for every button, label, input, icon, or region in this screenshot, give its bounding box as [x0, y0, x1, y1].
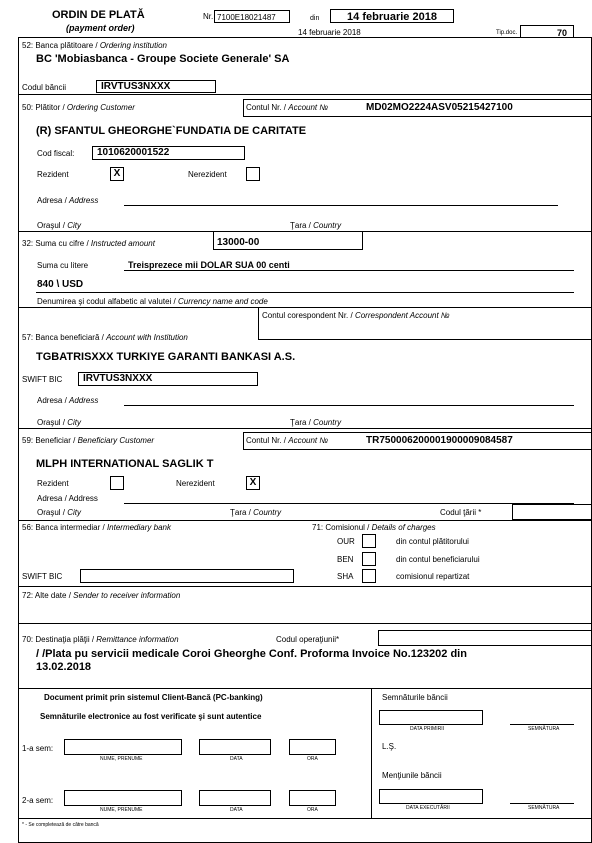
- country-code-field: [512, 504, 592, 520]
- divider: [18, 520, 592, 521]
- sem2-hour-field[interactable]: [289, 790, 336, 806]
- intermediary-swift-label: SWIFT BIC: [22, 572, 63, 581]
- doc-received-text: Document primit prin sistemul Client-Bancă (PC-banking): [44, 693, 263, 702]
- ls-label: L.Ş.: [382, 742, 397, 751]
- divider: [18, 94, 592, 95]
- remittance-line-2: 13.02.2018: [36, 661, 92, 673]
- footnote: * - Se completează de către bancă: [22, 822, 99, 828]
- ben-nonresident-label: Nerezident: [176, 479, 215, 488]
- charge-ben-label: BEN: [337, 555, 354, 564]
- amount-words-line: [124, 270, 574, 271]
- fiscal-code-field: 1010620001522: [92, 146, 245, 160]
- bank-signature-line-2: [510, 803, 574, 804]
- bank-signatures-label: Semnăturile băncii: [382, 693, 448, 702]
- bb-address-label: Adresa / Address: [37, 396, 99, 405]
- ben-resident-checkbox[interactable]: [110, 476, 124, 490]
- ordering-account-label: Contul Nr. / Account №: [246, 103, 329, 112]
- execution-date-caption: DATA EXECUTĂRII: [406, 805, 450, 811]
- charge-ben-text: din contul beneficiarului: [396, 555, 480, 564]
- ben-city-label: Oraşul / City: [37, 508, 82, 517]
- other-info-label: 72: Alte date / Sender to receiver information: [22, 591, 181, 600]
- ben-address-line: [124, 503, 574, 504]
- divider: [18, 586, 592, 587]
- correspondent-label: Contul corespondent Nr. / Correspondent Account №: [262, 311, 450, 320]
- ordering-customer-label: 50: Plătitor / Ordering Customer: [22, 103, 135, 112]
- nonresident-checkbox[interactable]: [246, 167, 260, 181]
- fiscal-code-label: Cod fiscal:: [37, 149, 75, 158]
- country-code-label: Codul ţării *: [440, 508, 482, 517]
- ben-address-label: Adresa / Address: [37, 494, 98, 503]
- sem1-date-caption: DATA: [230, 756, 243, 762]
- ordering-institution-name: BC 'Mobiasbanca - Groupe Societe Generale' SA: [36, 53, 290, 65]
- ben-nonresident-checkbox[interactable]: X: [246, 476, 260, 490]
- swift-field: IRVTUS3NXXX: [78, 372, 258, 386]
- bb-city-label: Oraşul / City: [37, 418, 82, 427]
- signatures-verified-text: Semnăturile electronice au fost verificate şi sunt autentice: [40, 712, 262, 721]
- beneficiary-bank-name: TGBATRISXXX TURKIYE GARANTI BANKASI A.S.: [36, 351, 296, 363]
- address-label: Adresa / Address: [37, 196, 99, 205]
- bank-signature-line-1: [510, 724, 574, 725]
- sem1-name-field[interactable]: [64, 739, 182, 755]
- bb-address-line: [124, 405, 574, 406]
- signature-caption-2: SEMNĂTURA: [528, 805, 560, 811]
- order-date-small: 14 februarie 2018: [298, 28, 361, 37]
- receipt-date-caption: DATA PRIMIRII: [410, 726, 444, 732]
- charge-our-checkbox[interactable]: [362, 534, 376, 548]
- signature-caption-1: SEMNĂTURA: [528, 726, 560, 732]
- resident-checkbox[interactable]: X: [110, 167, 124, 181]
- din-label: din: [310, 15, 320, 22]
- divider: [18, 428, 592, 429]
- currency-value: 840 \ USD: [37, 279, 84, 290]
- charge-ben-checkbox[interactable]: [362, 552, 376, 566]
- amount-label: 32: Suma cu cifre / Instructed amount: [22, 239, 155, 248]
- amount-words-label: Suma cu litere: [37, 261, 89, 270]
- second-signature-label: 2-a sem:: [22, 796, 54, 805]
- remittance-line-1: / /Plata pu servicii medicale Coroi Gheorghe Conf. Proforma Invoice No.123202 din: [36, 648, 467, 660]
- sem2-name-caption: NUME, PRENUME: [100, 807, 143, 813]
- bank-code-label: Codul băncii: [22, 83, 67, 92]
- bank-mentions-label: Menţiunile băncii: [382, 771, 442, 780]
- beneficiary-bank-label: 57: Banca beneficiară / Account with Institution: [22, 333, 188, 342]
- operation-code-label: Codul operaţiunii*: [276, 635, 340, 644]
- ordering-customer-name: (R) SFANTUL GHEORGHE`FUNDATIA DE CARITATE: [36, 125, 307, 137]
- sem2-hour-caption: ORA: [307, 807, 318, 813]
- intermediary-label: 56: Banca intermediar / Intermediary bank: [22, 523, 171, 532]
- resident-label: Rezident: [37, 170, 69, 179]
- divider: [18, 818, 592, 819]
- bank-code-field: IRVTUS3NXXX: [96, 80, 216, 93]
- form-subtitle: (payment order): [66, 23, 135, 33]
- ordering-institution-label: 52: Banca plătitoare / Ordering institution: [22, 41, 167, 50]
- sem1-hour-field[interactable]: [289, 739, 336, 755]
- ben-country-label: Ţara / Country: [230, 508, 282, 517]
- bb-country-label: Ţara / Country: [290, 418, 342, 427]
- charge-our-text: din contul plătitorului: [396, 537, 469, 546]
- city-label: Oraşul / City: [37, 221, 82, 230]
- charge-sha-checkbox[interactable]: [362, 569, 376, 583]
- address-line: [124, 205, 558, 206]
- charge-our-label: OUR: [337, 537, 355, 546]
- swift-label: SWIFT BIC: [22, 375, 63, 384]
- form-title: ORDIN DE PLATĂ: [52, 9, 145, 21]
- divider: [18, 688, 592, 689]
- sem2-name-field[interactable]: [64, 790, 182, 806]
- currency-label: Denumirea şi codul alfabetic al valutei / Currency name and code: [37, 297, 268, 306]
- nonresident-label: Nerezident: [188, 170, 227, 179]
- charge-sha-text: comisionul repartizat: [396, 572, 470, 581]
- sem1-name-caption: NUME, PRENUME: [100, 756, 143, 762]
- remittance-label: 70: Destinaţia plăţii / Remittance information: [22, 635, 179, 644]
- nr-label: Nr.: [203, 12, 214, 21]
- charges-label: 71: Comisionul / Details of charges: [312, 523, 436, 532]
- sem1-date-field[interactable]: [199, 739, 271, 755]
- first-signature-label: 1-a sem:: [22, 744, 54, 753]
- tipdoc-field: 70: [520, 25, 574, 38]
- amount-value: 13000-00: [217, 237, 260, 248]
- sem2-date-caption: DATA: [230, 807, 243, 813]
- beneficiary-account-label: Contul Nr. / Account №: [246, 436, 329, 445]
- currency-line: [36, 292, 574, 293]
- beneficiary-label: 59: Beneficiar / Beneficiary Customer: [22, 436, 155, 445]
- receipt-date-field[interactable]: [379, 710, 483, 725]
- order-number-field: 7100E18021487: [214, 10, 290, 23]
- beneficiary-account-number: TR750006200001900009084587: [366, 435, 513, 446]
- beneficiary-name: MLPH INTERNATIONAL SAGLIK T: [36, 458, 214, 470]
- execution-date-field[interactable]: [379, 789, 483, 804]
- intermediary-swift-field[interactable]: [80, 569, 294, 583]
- tipdoc-label: Tip.doc.: [496, 30, 518, 36]
- sem2-date-field[interactable]: [199, 790, 271, 806]
- country-label: Ţara / Country: [290, 221, 342, 230]
- amount-words-value: Treisprezece mii DOLAR SUA 00 centi: [128, 260, 290, 270]
- divider: [18, 623, 592, 624]
- order-date-field: 14 februarie 2018: [330, 9, 454, 23]
- ordering-account-number: MD02MO2224ASV05215427100: [366, 102, 513, 113]
- sem1-hour-caption: ORA: [307, 756, 318, 762]
- charge-sha-label: SHA: [337, 572, 354, 581]
- footer-divider: [371, 688, 372, 818]
- ben-resident-label: Rezident: [37, 479, 69, 488]
- operation-code-field[interactable]: [378, 630, 592, 646]
